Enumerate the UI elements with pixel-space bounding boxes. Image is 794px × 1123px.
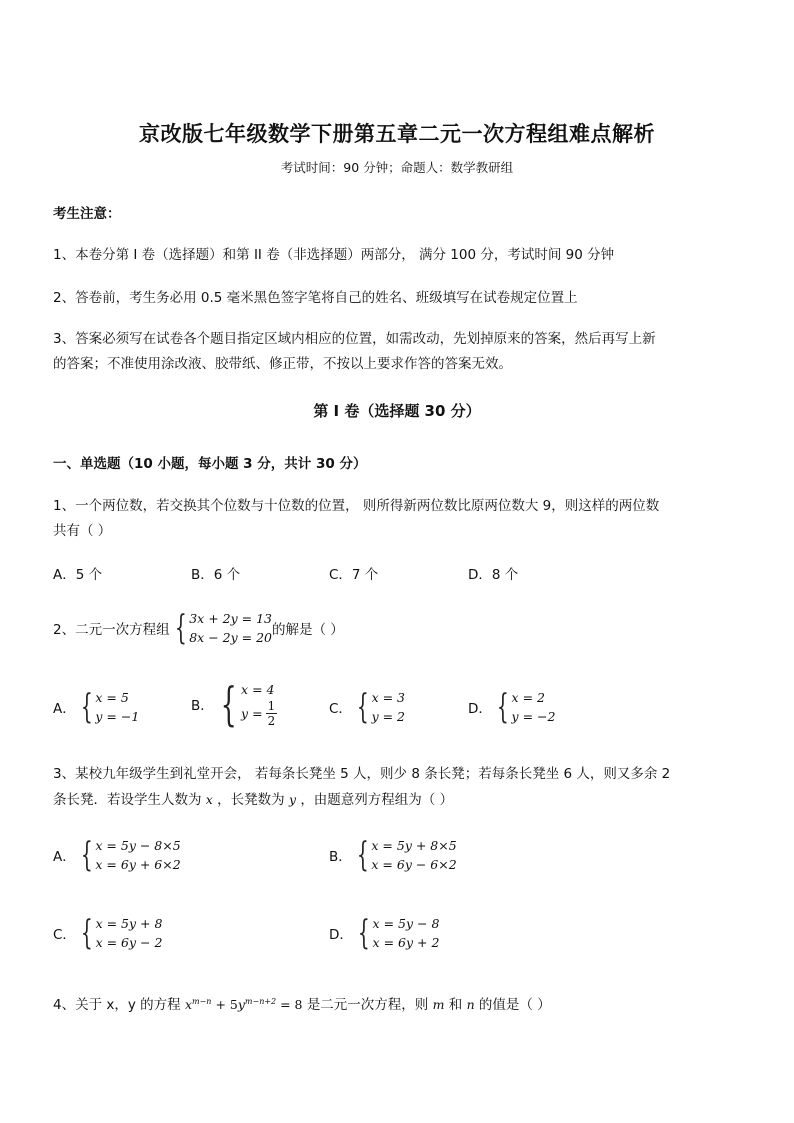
variable-n: n	[466, 997, 475, 1012]
question-3-text: 3、某校九年级学生到礼堂开会， 若每条长凳坐 5 人，则少 8 条长凳；若每条长凳坐 6 人，则又多余 2	[53, 766, 671, 782]
q2-suffix: 的解是（ ）	[272, 622, 344, 638]
equation-system	[241, 680, 277, 728]
q2-option-a	[53, 688, 139, 726]
equation: x = 6y + 2	[372, 935, 440, 950]
part-heading: 第 I 卷（选择题 30 分）	[313, 402, 481, 420]
notice-item-3: 3、答案必须写在试卷各个题目指定区域内相应的位置，如需改动，先划掉原来的答案，然后再写上新	[53, 331, 656, 347]
question-1-text: 1、一个两位数，若交换其个位数与十位数的位置， 则所得新两位数比原两位数大 9，则这样的两位数	[53, 498, 660, 514]
q1-option-c: C．7 个	[329, 567, 379, 583]
q1-option-a: A．5 个	[53, 567, 103, 583]
numerator: 1	[267, 699, 276, 713]
equation: x = 5	[95, 690, 129, 705]
equation: x = 4	[241, 682, 275, 697]
brace: {	[220, 677, 237, 731]
question-4-text	[53, 993, 551, 1013]
equation: x = 6y + 6×2	[95, 857, 181, 872]
equation-system	[512, 688, 556, 726]
equation	[185, 997, 303, 1012]
q2-prefix: 2、二元一次方程组	[53, 622, 170, 638]
equation-system	[96, 914, 163, 952]
q2-option-b	[191, 677, 277, 731]
text-segment: 的值是（ ）	[478, 997, 551, 1013]
brace: {	[496, 687, 509, 727]
variable-m: m	[432, 997, 445, 1012]
equation	[241, 699, 277, 728]
equation-system	[373, 914, 440, 952]
equation-system	[95, 836, 180, 874]
exponent: m−n	[192, 996, 212, 1006]
option-label: A．	[53, 701, 76, 717]
brace: {	[174, 608, 187, 648]
exam-info: 考试时间：90 分钟；命题人：数学教研组	[280, 160, 514, 175]
equation: x = 2	[511, 690, 545, 705]
q1-option-d: D．8 个	[468, 567, 519, 583]
notice-item-2: 2、答卷前，考生务必用 0.5 毫米黑色签字笔将自己的姓名、班级填写在试卷规定位置上	[53, 290, 578, 306]
equation: x = 6y − 2	[95, 935, 163, 950]
q1-option-b: B．6 个	[191, 567, 241, 583]
q3-option-d	[329, 914, 439, 952]
equation-part: = 8	[276, 997, 303, 1012]
equation-lhs: y =	[241, 706, 263, 721]
text-segment: ，由题意列方程组为（ ）	[300, 792, 454, 808]
question-1-text-cont: 共有（ ）	[53, 523, 112, 539]
option-label: D．	[468, 701, 492, 717]
equation-system	[372, 688, 405, 726]
section-heading: 一、单选题（10 小题，每小题 3 分，共计 30 分）	[53, 456, 367, 472]
equation: x = 3	[371, 690, 406, 705]
text-segment: 条长凳．若设学生人数为	[53, 792, 202, 808]
equation: y = −1	[95, 709, 140, 724]
equation: 8x − 2y = 20	[189, 630, 272, 645]
fraction	[266, 699, 278, 728]
equation-system	[371, 836, 456, 874]
denominator: 2	[267, 714, 276, 728]
variable-y: y	[288, 792, 297, 807]
notice-heading: 考生注意：	[53, 206, 121, 222]
page-title: 京改版七年级数学下册第五章二元一次方程组难点解析	[139, 122, 655, 146]
text-segment: 是二元一次方程，则	[306, 997, 429, 1013]
notice-item-3-cont: 的答案；不准使用涂改液、胶带纸、修正带，不按以上要求作答的答案无效。	[53, 356, 512, 372]
equation: x = 5y − 8×5	[95, 838, 181, 853]
equation-part: y	[237, 997, 245, 1012]
q3-option-c	[53, 914, 162, 952]
q3-option-a	[53, 836, 181, 874]
q2-option-d	[468, 688, 555, 726]
equation-part: + 5	[211, 997, 238, 1012]
brace: {	[356, 835, 369, 875]
option-label: A．	[53, 849, 76, 865]
q2-system	[189, 609, 272, 647]
question-2-text	[53, 609, 344, 647]
option-label: C．	[329, 701, 352, 717]
text-segment: ，长凳数为	[217, 792, 285, 808]
exponent: m−n+2	[244, 996, 277, 1006]
equation-part: x	[184, 997, 193, 1012]
equation: x = 6y − 6×2	[371, 857, 457, 872]
q3-option-b	[329, 836, 457, 874]
equation-system	[95, 688, 139, 726]
option-label: C．	[53, 927, 76, 943]
equation: y = 2	[371, 709, 406, 724]
equation: 3x + 2y = 13	[189, 611, 272, 626]
option-label: B．	[191, 698, 214, 714]
text-segment: 和	[448, 997, 463, 1013]
question-3-text-cont	[53, 788, 453, 808]
brace: {	[80, 913, 93, 953]
variable-x: x	[205, 792, 213, 807]
equation: x = 5y + 8×5	[371, 838, 457, 853]
brace: {	[80, 835, 93, 875]
equation: x = 5y + 8	[95, 916, 163, 931]
equation: x = 5y − 8	[372, 916, 440, 931]
option-label: B．	[329, 849, 352, 865]
text-segment: 4、关于 x，y 的方程	[53, 997, 181, 1013]
brace: {	[357, 913, 370, 953]
notice-item-1: 1、本卷分第 I 卷（选择题）和第 II 卷（非选择题）两部分， 满分 100 分，考试时间 90 分钟	[53, 247, 615, 263]
q2-option-c	[329, 688, 405, 726]
option-label: D．	[329, 927, 353, 943]
brace: {	[80, 687, 93, 727]
brace: {	[356, 687, 369, 727]
equation: y = −2	[511, 709, 556, 724]
